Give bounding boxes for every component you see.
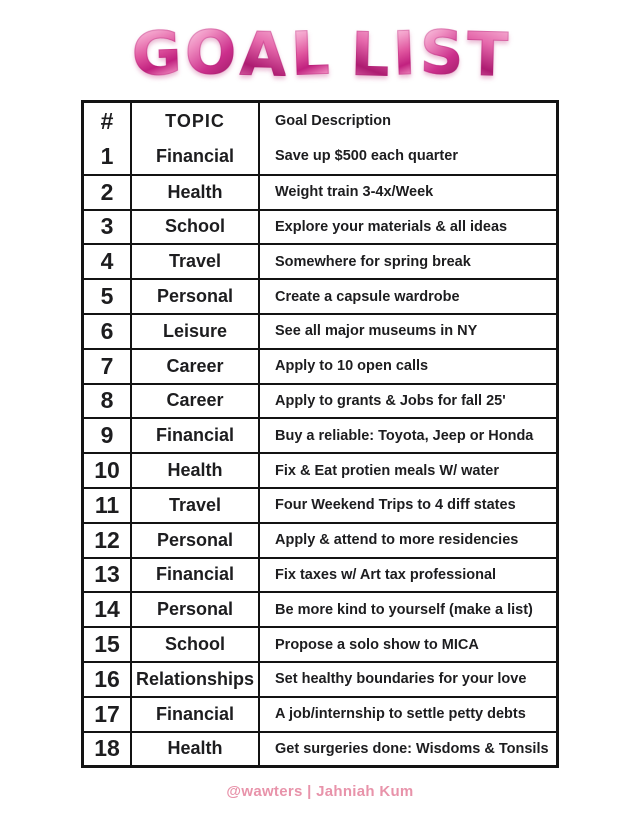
balloon-letter: O xyxy=(184,17,238,89)
cell-number: 18 xyxy=(84,731,132,766)
cell-number: 7 xyxy=(84,348,132,383)
cell-topic: School xyxy=(132,209,260,244)
table-row xyxy=(84,591,556,626)
balloon-letter: L xyxy=(350,19,391,91)
table-row xyxy=(84,313,556,348)
cell-number: 16 xyxy=(84,661,132,696)
cell-number: 12 xyxy=(84,522,132,557)
cell-number: 8 xyxy=(84,383,132,418)
table-row xyxy=(84,174,556,209)
credit-line: @wawters | Jahniah Kum xyxy=(226,783,414,801)
balloon-letter: G xyxy=(130,18,183,90)
cell-topic: Leisure xyxy=(132,313,260,348)
cell-description: See all major museums in NY xyxy=(260,313,556,348)
cell-description: A job/internship to settle petty debts xyxy=(260,696,556,731)
cell-number: 15 xyxy=(84,626,132,661)
cell-description: Fix & Eat protien meals W/ water xyxy=(260,452,556,487)
cell-description: Weight train 3-4x/Week xyxy=(260,174,556,209)
cell-description: Apply to 10 open calls xyxy=(260,348,556,383)
cell-description: Be more kind to yourself (make a list) xyxy=(260,591,556,626)
balloon-letter: L xyxy=(289,18,331,90)
cell-number: 5 xyxy=(84,278,132,313)
table-row xyxy=(84,209,556,244)
cell-description: Buy a reliable: Toyota, Jeep or Honda xyxy=(260,417,556,452)
cell-topic: Health xyxy=(132,452,260,487)
cell-number: 4 xyxy=(84,243,132,278)
cell-number: 13 xyxy=(84,557,132,592)
cell-topic: Financial xyxy=(132,417,260,452)
cell-description: Fix taxes w/ Art tax professional xyxy=(260,557,556,592)
cell-number: 3 xyxy=(84,209,132,244)
cell-number: 9 xyxy=(84,417,132,452)
cell-description: Explore your materials & all ideas xyxy=(260,209,556,244)
cell-topic: Personal xyxy=(132,591,260,626)
table-row xyxy=(84,417,556,452)
cell-topic: Travel xyxy=(132,487,260,522)
table-row xyxy=(84,278,556,313)
cell-description: Apply to grants & Jobs for fall 25' xyxy=(260,383,556,418)
table-row xyxy=(84,522,556,557)
goal-table xyxy=(81,100,559,768)
balloon-letter: A xyxy=(239,19,288,91)
cell-topic: Personal xyxy=(132,522,260,557)
cell-description: Create a capsule wardrobe xyxy=(260,278,556,313)
cell-description: Set healthy boundaries for your love xyxy=(260,661,556,696)
cell-topic: Travel xyxy=(132,243,260,278)
table-row xyxy=(84,383,556,418)
cell-number: 17 xyxy=(84,696,132,731)
cell-description: Apply & attend to more residencies xyxy=(260,522,556,557)
cell-description: Somewhere for spring break xyxy=(260,243,556,278)
goal-table-body xyxy=(84,139,556,765)
header-topic: TOPIC xyxy=(132,103,260,139)
balloon-letter xyxy=(333,23,348,83)
cell-topic: Personal xyxy=(132,278,260,313)
cell-topic: Health xyxy=(132,731,260,766)
cell-description: Four Weekend Trips to 4 diff states xyxy=(260,487,556,522)
table-row xyxy=(84,348,556,383)
header-number: # xyxy=(84,103,132,139)
cell-number: 6 xyxy=(84,313,132,348)
table-row xyxy=(84,139,556,174)
header-description: Goal Description xyxy=(275,113,392,129)
page-title xyxy=(0,0,640,100)
cell-topic: School xyxy=(132,626,260,661)
balloon-letter: I xyxy=(392,18,417,90)
cell-number: 2 xyxy=(84,174,132,209)
cell-topic: Relationships xyxy=(132,661,260,696)
cell-description: Propose a solo show to MICA xyxy=(260,626,556,661)
cell-topic: Career xyxy=(132,348,260,383)
table-row xyxy=(84,243,556,278)
cell-topic: Financial xyxy=(132,557,260,592)
cell-topic: Financial xyxy=(132,696,260,731)
balloon-letter: S xyxy=(419,17,464,89)
cell-number: 10 xyxy=(84,452,132,487)
cell-description: Get surgeries done: Wisdoms & Tonsils xyxy=(260,731,556,766)
cell-number: 14 xyxy=(84,591,132,626)
table-row xyxy=(84,661,556,696)
table-row xyxy=(84,452,556,487)
cell-number: 11 xyxy=(84,487,132,522)
table-row xyxy=(84,731,556,766)
table-row xyxy=(84,487,556,522)
table-row xyxy=(84,557,556,592)
cell-number: 1 xyxy=(84,139,132,174)
cell-topic: Career xyxy=(132,383,260,418)
table-header-row xyxy=(84,103,556,139)
balloon-letter: T xyxy=(465,19,509,91)
cell-topic: Financial xyxy=(132,139,260,174)
cell-topic: Health xyxy=(132,174,260,209)
table-row xyxy=(84,696,556,731)
cell-description: Save up $500 each quarter xyxy=(275,148,458,165)
table-row xyxy=(84,626,556,661)
